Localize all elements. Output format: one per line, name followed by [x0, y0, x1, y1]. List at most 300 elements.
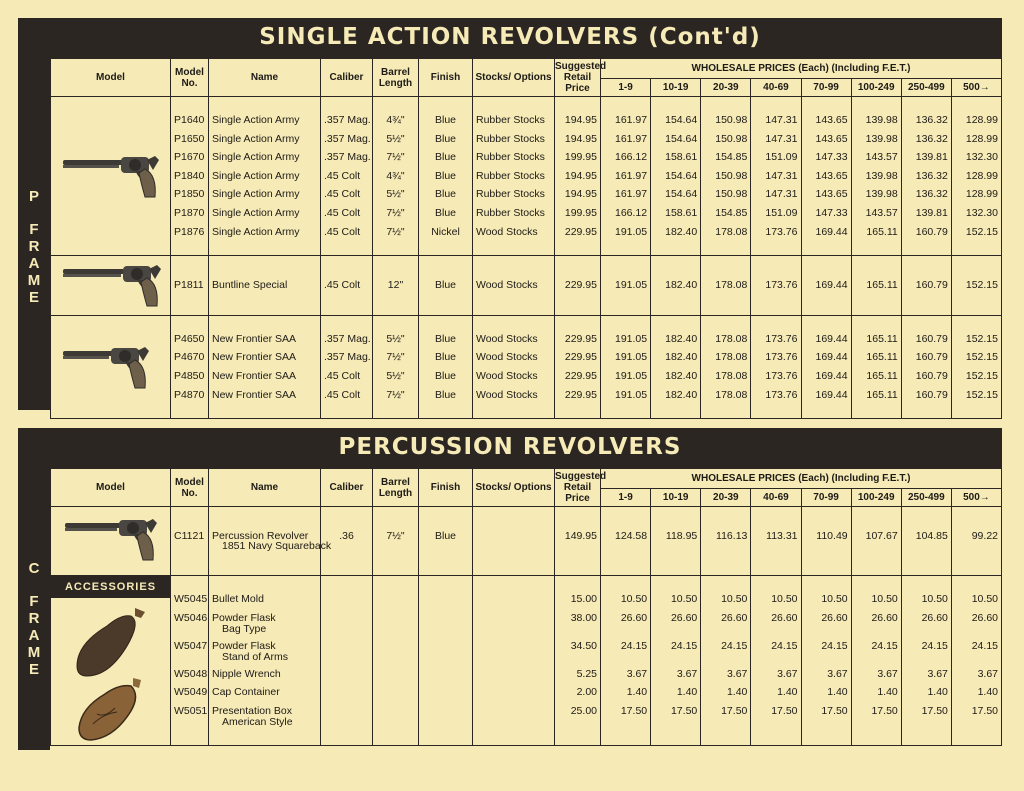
cell-price: 139.81 [915, 151, 948, 164]
header-tier: 40-69 [751, 489, 801, 507]
cell-retail: 194.95 [564, 132, 597, 145]
cell-price: 26.60 [871, 611, 898, 624]
cell-price: 191.05 [615, 369, 648, 382]
column-price-tier [601, 507, 651, 576]
cell-price: 143.65 [815, 188, 848, 201]
cell-price: 24.15 [771, 639, 798, 652]
cell-price: 147.33 [815, 151, 848, 164]
header-wholesale: WHOLESALE PRICES (Each) (Including F.E.T.) [601, 59, 1002, 79]
column-price-tier [601, 576, 651, 746]
model-image [51, 507, 171, 576]
column-retail [555, 315, 601, 418]
cell-no: P1811 [174, 279, 204, 292]
cell-price: 151.09 [765, 151, 798, 164]
cell-no: P1650 [174, 132, 205, 145]
cell-no: W5045 [174, 593, 208, 605]
cell-stocks: Wood Stocks [476, 225, 538, 238]
cell-price: 3.67 [977, 667, 998, 680]
cell-price: 139.98 [865, 188, 898, 201]
column-price-tier [701, 315, 751, 418]
header-barrel-length: Barrel Length [373, 59, 419, 97]
column-caliber [321, 576, 373, 746]
cell-price: 3.67 [777, 667, 798, 680]
cell-no: P1840 [174, 169, 205, 182]
cell-finish: Blue [434, 388, 456, 401]
header-tier: 70-99 [801, 79, 851, 97]
column-price-tier [801, 315, 851, 418]
cell-caliber: .36 [339, 530, 354, 542]
cell-price: 173.76 [765, 225, 798, 238]
column-price-tier [701, 507, 751, 576]
column-price-tier [851, 507, 901, 576]
cell-name-detail: American Style [222, 715, 293, 728]
cell-price: 161.97 [615, 188, 648, 201]
cell-price: 165.11 [866, 225, 898, 238]
cell-price: 1.40 [626, 686, 648, 699]
cell-price: 165.11 [866, 388, 898, 401]
column-stocks [473, 576, 555, 746]
cell-name: Single Action Army [212, 225, 300, 238]
cell-price: 132.30 [965, 151, 998, 164]
column-retail [555, 256, 601, 316]
column-stocks [473, 97, 555, 256]
single-action-section [18, 18, 1002, 410]
header-suggested-retail-price: Suggested Retail Price [555, 469, 601, 507]
cell-price: 182.40 [665, 279, 698, 292]
cell-no: P1640 [174, 114, 205, 126]
cell-price: 182.40 [665, 388, 698, 401]
cell-price: 161.97 [615, 132, 648, 145]
cell-retail: 25.00 [570, 704, 597, 717]
cell-price: 3.67 [827, 667, 848, 680]
cell-price: 161.97 [615, 169, 648, 182]
cell-no: W5046 [174, 611, 208, 624]
column-stocks [473, 256, 555, 316]
cell-name: Single Action Army [212, 151, 300, 164]
cell-barrel: 5½" [386, 188, 405, 201]
column-price-tier [751, 507, 801, 576]
cell-caliber: .45 Colt [324, 225, 361, 238]
cell-price: 173.76 [765, 351, 798, 364]
cell-price: 1.40 [977, 686, 998, 699]
header-tier: 40-69 [751, 79, 801, 97]
cell-caliber: .357 Mag. [324, 332, 371, 345]
cell-no: C1121 [174, 530, 205, 542]
model-group [51, 507, 1002, 576]
column-barrel [373, 256, 419, 316]
cell-finish: Blue [434, 206, 456, 219]
header-model: Model [51, 59, 171, 97]
cell-retail: 5.25 [576, 667, 597, 680]
column-price-tier [901, 315, 951, 418]
header-barrel-length: Barrel Length [373, 469, 419, 507]
cell-price: 10.50 [921, 593, 948, 605]
cell-price: 173.76 [765, 369, 798, 382]
cell-retail: 15.00 [570, 593, 597, 605]
cell-price: 24.15 [871, 639, 898, 652]
column-price-tier [901, 507, 951, 576]
cell-price: 152.15 [965, 332, 998, 345]
column-price-tier [951, 256, 1001, 316]
new-frontier-revolver-icon [63, 343, 183, 391]
cell-name: Single Action Army [212, 169, 300, 182]
cell-price: 147.31 [765, 132, 798, 145]
cell-retail: 199.95 [564, 206, 597, 219]
cell-price: 24.15 [620, 639, 648, 652]
cell-barrel: 7½" [386, 206, 405, 219]
cell-price: 3.67 [626, 667, 648, 680]
cell-price: 160.79 [915, 279, 948, 292]
cell-price: 152.15 [965, 351, 998, 364]
percussion-section [18, 428, 1002, 750]
cell-caliber: .45 Colt [324, 279, 361, 292]
column-price-tier [801, 576, 851, 746]
cell-barrel: 7½" [386, 151, 405, 164]
cell-price: 182.40 [665, 332, 698, 345]
cell-caliber: .357 Mag. [324, 114, 371, 126]
header-tier: 20-39 [701, 489, 751, 507]
cell-stocks: Wood Stocks [476, 388, 538, 401]
column-name [209, 256, 321, 316]
cell-price: 161.97 [615, 114, 648, 126]
cell-price: 124.58 [615, 530, 648, 542]
cell-price: 182.40 [665, 369, 698, 382]
cell-retail: 229.95 [564, 332, 597, 345]
cell-barrel: 7½" [386, 530, 405, 542]
cell-retail: 199.95 [564, 151, 597, 164]
column-price-tier [901, 97, 951, 256]
cell-price: 178.08 [715, 332, 748, 345]
cell-name: Buntline Special [212, 279, 288, 292]
cell-retail: 38.00 [570, 611, 597, 624]
cell-price: 165.11 [866, 332, 898, 345]
cell-caliber: .45 Colt [324, 206, 361, 219]
cell-price: 147.31 [765, 169, 798, 182]
cell-stocks: Wood Stocks [476, 332, 538, 345]
column-price-tier [851, 315, 901, 418]
column-name [209, 576, 321, 746]
cell-price: 178.08 [715, 369, 748, 382]
cell-price: 17.50 [620, 704, 648, 717]
cell-price: 128.99 [965, 132, 998, 145]
model-group [51, 97, 1002, 256]
cell-price: 169.44 [815, 225, 848, 238]
column-price-tier [601, 256, 651, 316]
cell-name: Single Action Army [212, 188, 300, 201]
column-price-tier [851, 97, 901, 256]
column-price-tier [801, 97, 851, 256]
cell-price: 139.98 [865, 114, 898, 126]
header-finish: Finish [419, 59, 473, 97]
cell-price: 160.79 [915, 388, 948, 401]
cell-price: 10.50 [971, 593, 998, 605]
cell-barrel: 5½" [386, 369, 405, 382]
header-tier: 1-9 [601, 79, 651, 97]
column-caliber [321, 256, 373, 316]
column-price-tier [751, 576, 801, 746]
cell-finish: Blue [434, 351, 456, 364]
cell-price: 3.67 [726, 667, 748, 680]
cell-price: 173.76 [765, 388, 798, 401]
cell-retail: 149.95 [564, 530, 597, 542]
cell-barrel: 5½" [386, 332, 405, 345]
cell-price: 136.32 [915, 169, 948, 182]
cell-price: 17.50 [921, 704, 948, 717]
cell-price: 128.99 [965, 114, 998, 126]
cell-no: P4870 [174, 388, 205, 401]
cell-price: 173.76 [765, 279, 798, 292]
column-price-tier [851, 576, 901, 746]
cell-caliber: .357 Mag. [324, 351, 371, 364]
column-finish [419, 315, 473, 418]
cell-finish: Blue [434, 188, 456, 201]
cell-price: 154.85 [715, 206, 748, 219]
cell-price: 160.79 [915, 225, 948, 238]
cell-price: 143.65 [815, 132, 848, 145]
column-price-tier [751, 256, 801, 316]
cell-price: 116.13 [716, 530, 748, 542]
cell-price: 113.31 [766, 530, 798, 542]
cell-stocks: Wood Stocks [476, 369, 538, 382]
cell-retail: 229.95 [564, 351, 597, 364]
cell-name: Nipple Wrench [212, 667, 281, 680]
cell-price: 1.40 [726, 686, 748, 699]
cell-price: 169.44 [815, 369, 848, 382]
cell-price: 178.08 [715, 225, 748, 238]
header-suggested-retail-price: Suggested Retail Price [555, 59, 601, 97]
column-price-tier [751, 315, 801, 418]
column-caliber [321, 315, 373, 418]
cell-price: 154.64 [665, 114, 698, 126]
cell-price: 10.50 [620, 593, 648, 605]
cell-price: 26.60 [721, 611, 748, 624]
cell-barrel: 7½" [386, 388, 405, 401]
cell-retail: 229.95 [564, 388, 597, 401]
cell-price: 24.15 [821, 639, 848, 652]
cell-name-detail: 1851 Navy Squareback [222, 539, 332, 552]
cell-price: 3.67 [877, 667, 898, 680]
cell-price: 3.67 [676, 667, 698, 680]
cell-price: 152.15 [965, 279, 998, 292]
header-name: Name [209, 469, 321, 507]
column-stocks [473, 507, 555, 576]
single-action-price-table [50, 58, 1002, 419]
cell-price: 191.05 [615, 388, 648, 401]
cell-name: Cap Container [212, 686, 280, 699]
column-finish [419, 507, 473, 576]
header-tier: 10-19 [651, 79, 701, 97]
single-action-army-revolver-icon [63, 152, 193, 200]
cell-price: 26.60 [821, 611, 848, 624]
cell-price: 154.85 [715, 151, 748, 164]
cell-caliber: .45 Colt [324, 169, 361, 182]
cell-price: 118.95 [665, 530, 698, 542]
cell-price: 1.40 [827, 686, 848, 699]
cell-price: 160.79 [915, 351, 948, 364]
header-tier: 250-499 [901, 489, 951, 507]
column-price-tier [851, 256, 901, 316]
column-price-tier [601, 315, 651, 418]
cell-stocks: Rubber Stocks [476, 151, 545, 164]
column-price-tier [701, 256, 751, 316]
column-retail [555, 507, 601, 576]
column-barrel [373, 315, 419, 418]
cell-finish: Blue [434, 151, 456, 164]
cell-price: 143.65 [815, 114, 848, 126]
cell-no: P4850 [174, 369, 205, 382]
cell-price: 24.15 [921, 639, 948, 652]
column-price-tier [651, 507, 701, 576]
cell-price: 166.12 [615, 206, 648, 219]
header-tier: 1-9 [601, 489, 651, 507]
cell-price: 17.50 [670, 704, 698, 717]
column-stocks [473, 315, 555, 418]
column-price-tier [751, 97, 801, 256]
cell-finish: Blue [434, 114, 456, 126]
cell-price: 107.67 [865, 530, 898, 542]
cell-name: Powder Flask [212, 611, 276, 624]
p-frame-label: P F R A M E [27, 188, 41, 306]
column-finish [419, 97, 473, 256]
cell-price: 169.44 [815, 332, 848, 345]
cell-price: 132.30 [965, 206, 998, 219]
percussion-title: PERCUSSION REVOLVERS [338, 434, 682, 460]
cell-retail: 229.95 [564, 369, 597, 382]
cell-no: P4670 [174, 351, 205, 364]
presentation-flask-icon [73, 674, 153, 744]
header-tier: 500→ [951, 489, 1001, 507]
cell-retail: 194.95 [564, 114, 597, 126]
cell-barrel: 12" [387, 279, 404, 292]
cell-price: 169.44 [815, 351, 848, 364]
header-tier: 100-249 [851, 489, 901, 507]
cell-stocks: Rubber Stocks [476, 188, 545, 201]
cell-price: 165.11 [866, 369, 898, 382]
cell-finish: Blue [434, 332, 456, 345]
cell-name: New Frontier SAA [212, 388, 297, 401]
column-no [171, 576, 209, 746]
cell-name: New Frontier SAA [212, 369, 297, 382]
header-wholesale: WHOLESALE PRICES (Each) (Including F.E.T.) [601, 469, 1002, 489]
cell-name: Presentation Box [212, 704, 292, 717]
cell-price: 178.08 [715, 279, 748, 292]
header-name: Name [209, 59, 321, 97]
cell-name-detail: Bag Type [222, 622, 267, 635]
cell-price: 154.64 [665, 188, 698, 201]
cell-price: 143.65 [815, 169, 848, 182]
cell-price: 104.85 [915, 530, 948, 542]
header-tier: 250-499 [901, 79, 951, 97]
column-price-tier [651, 576, 701, 746]
model-image [51, 315, 171, 418]
column-price-tier [951, 315, 1001, 418]
cell-price: 139.98 [865, 169, 898, 182]
cell-price: 150.98 [715, 188, 748, 201]
header-model-no: Model No. [171, 59, 209, 97]
navy-percussion-revolver-icon [65, 515, 191, 563]
cell-price: 150.98 [715, 132, 748, 145]
cell-price: 165.11 [866, 279, 898, 292]
cell-price: 26.60 [971, 611, 998, 624]
cell-caliber: .45 Colt [324, 188, 361, 201]
header-model-no: Model No. [171, 469, 209, 507]
cell-stocks [476, 527, 551, 546]
cell-price: 136.32 [915, 114, 948, 126]
cell-caliber: .45 Colt [324, 369, 361, 382]
cell-price: 26.60 [670, 611, 698, 624]
header-tier: 500→ [951, 79, 1001, 97]
cell-price: 128.99 [965, 188, 998, 201]
cell-price: 110.49 [816, 530, 848, 542]
model-image [51, 256, 171, 316]
cell-caliber: .357 Mag. [324, 151, 371, 164]
cell-stocks: Wood Stocks [476, 351, 538, 364]
cell-price: 154.64 [665, 132, 698, 145]
cell-price: 17.50 [871, 704, 898, 717]
column-caliber [321, 97, 373, 256]
cell-price: 136.32 [915, 132, 948, 145]
cell-stocks: Rubber Stocks [476, 169, 545, 182]
cell-name: New Frontier SAA [212, 351, 297, 364]
cell-name: Single Action Army [212, 206, 300, 219]
cell-price: 17.50 [771, 704, 798, 717]
header-tier: 70-99 [801, 489, 851, 507]
header-model: Model [51, 469, 171, 507]
column-retail [555, 97, 601, 256]
cell-price: 17.50 [821, 704, 848, 717]
cell-retail: 2.00 [576, 686, 597, 699]
accessories-image [51, 576, 171, 746]
cell-retail: 229.95 [564, 279, 597, 292]
cell-price: 143.57 [865, 206, 898, 219]
cell-no: P1670 [174, 151, 205, 164]
cell-price: 128.99 [965, 169, 998, 182]
cell-retail: 194.95 [564, 188, 597, 201]
header-finish: Finish [419, 469, 473, 507]
cell-price: 26.60 [620, 611, 648, 624]
cell-price: 1.40 [877, 686, 898, 699]
cell-no: W5051 [174, 704, 208, 717]
cell-name-detail: Stand of Arms [222, 650, 288, 663]
single-action-title: SINGLE ACTION REVOLVERS (Cont'd) [259, 24, 761, 50]
cell-price: 24.15 [670, 639, 698, 652]
cell-price: 166.12 [615, 151, 648, 164]
column-retail [555, 576, 601, 746]
header-stocks-options: Stocks/ Options [473, 59, 555, 97]
cell-price: 143.57 [865, 151, 898, 164]
cell-price: 147.31 [765, 188, 798, 201]
cell-price: 178.08 [715, 351, 748, 364]
cell-price: 139.81 [915, 206, 948, 219]
header-tier: 100-249 [851, 79, 901, 97]
c-frame-label: C F R A M E [27, 560, 41, 678]
cell-price: 1.40 [676, 686, 698, 699]
column-barrel [373, 576, 419, 746]
column-price-tier [651, 315, 701, 418]
header-tier: 20-39 [701, 79, 751, 97]
column-finish [419, 256, 473, 316]
cell-retail: 229.95 [564, 225, 597, 238]
cell-price: 152.15 [965, 388, 998, 401]
column-price-tier [801, 507, 851, 576]
cell-price: 191.05 [615, 279, 648, 292]
cell-barrel: 7½" [386, 225, 405, 238]
cell-price: 158.61 [665, 206, 698, 219]
column-finish [419, 576, 473, 746]
column-barrel [373, 97, 419, 256]
cell-stocks: Rubber Stocks [476, 206, 545, 219]
cell-price: 150.98 [715, 169, 748, 182]
